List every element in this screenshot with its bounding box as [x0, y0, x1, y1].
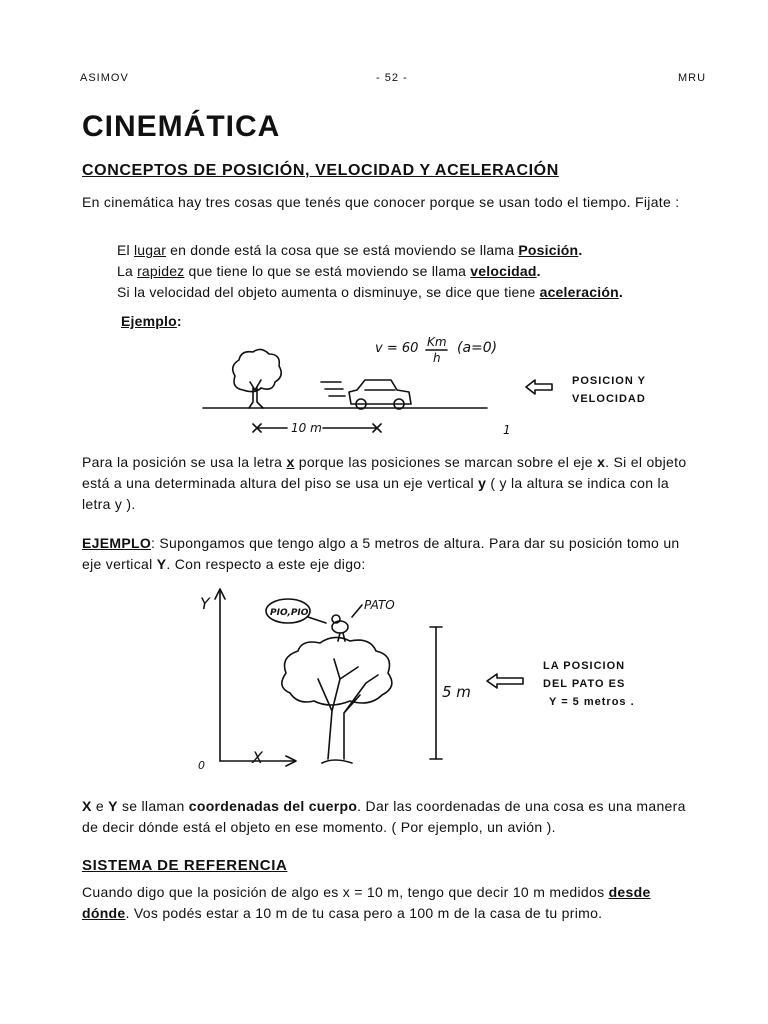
concept-velocity-line — [117, 261, 541, 282]
text: : — [176, 313, 182, 329]
text: . — [578, 242, 583, 258]
intro-paragraph: En cinemática hay tres cosas que tenés que conocer porque se usan todo el tiempo. Fijate : — [82, 194, 680, 210]
example-label-1 — [121, 311, 182, 332]
text: El — [117, 242, 134, 258]
left-arrow-icon — [524, 377, 554, 397]
letter-x: x — [286, 454, 295, 470]
example-paragraph — [82, 533, 692, 575]
axis-mark: 1 — [503, 423, 511, 437]
term-position: Posición — [518, 242, 579, 258]
concept-position-line — [117, 240, 582, 261]
axis-x-label: X — [252, 748, 263, 767]
text: . Dar las coordenadas de una cosa es una manera de decir dónde está el objeto en ese momento. ( Por ejemplo, un avión ). — [82, 798, 686, 835]
caption-line: DEL PATO ES — [543, 678, 626, 690]
letter-x: x — [597, 454, 606, 470]
text: porque las posiciones se marcan sobre el eje — [294, 454, 598, 470]
header-right: MRU — [678, 72, 707, 84]
letter-y: Y — [108, 798, 118, 814]
left-arrow-icon — [485, 671, 525, 691]
car-icon — [349, 380, 411, 409]
text: . Con respecto a este eje digo: — [166, 556, 366, 572]
height-label: 5 m — [442, 683, 471, 701]
section-title-concepts: CONCEPTOS DE POSICIÓN, VELOCIDAD Y ACELERACIÓN — [82, 162, 559, 179]
letter-y: y — [478, 475, 487, 491]
section-title-reference: SISTEMA DE REFERENCIA — [82, 857, 288, 874]
position-paragraph — [82, 452, 692, 515]
letter-x: X — [82, 798, 92, 814]
caption-line: VELOCIDAD — [572, 393, 646, 405]
bird-label: PATO — [364, 598, 395, 612]
page-title: CINEMÁTICA — [82, 110, 281, 143]
origin-label: 0 — [198, 759, 205, 772]
letter-y: Y — [156, 556, 167, 572]
unit-numerator: Km — [427, 335, 447, 349]
coordinates-paragraph — [82, 796, 692, 838]
text: La — [117, 263, 138, 279]
acceleration-value: (a=0) — [457, 340, 498, 356]
underlined-word: lugar — [133, 242, 167, 258]
text: Para la posición se usa la letra — [82, 454, 287, 470]
car-motion-sketch — [195, 330, 525, 440]
underlined-word: rapidez — [137, 263, 185, 279]
reference-paragraph — [82, 882, 692, 924]
velocity-value: v = 60 — [375, 341, 419, 356]
example-word: EJEMPLO — [82, 535, 152, 551]
text: : Supongamos que tengo algo a 5 metros de altura. Para dar su posición tomo un eje vertical — [82, 535, 680, 572]
axis-y-label: Y — [200, 594, 210, 613]
unit-denominator: h — [433, 351, 441, 365]
term-acceleration: aceleración — [539, 284, 619, 300]
text: que tiene lo que se está moviendo se llama — [184, 263, 471, 279]
figure2-caption — [543, 657, 635, 711]
caption-line: POSICION Y — [572, 375, 646, 387]
text: ( y la altura se indica con la letra y ). — [82, 475, 669, 512]
velocity-annotation — [375, 335, 497, 365]
header-left: ASIMOV — [80, 72, 129, 84]
text: . Si el objeto está a una determinada altura del piso se usa un eje vertical — [82, 454, 687, 491]
text: Si la velocidad del objeto aumenta o disminuye, se dice que tiene — [117, 284, 540, 300]
text: en donde está la cosa que se está moviendo se llama — [166, 242, 519, 258]
text: e — [91, 798, 109, 814]
distance-label: 10 m — [291, 421, 322, 435]
tree-trunk — [318, 659, 378, 759]
caption-line: Y = 5 metros . — [549, 696, 635, 708]
term-coordinates: coordenadas del cuerpo — [188, 798, 358, 814]
text: . Vos podés estar a 10 m de tu casa pero a 100 m de la casa de tu primo. — [125, 905, 603, 921]
tree-bird-sketch — [190, 583, 480, 778]
term-from-where: desde dónde — [82, 884, 651, 921]
text: . — [618, 284, 623, 300]
text: Cuando digo que la posición de algo es x = 10 m, tengo que decir 10 m medidos — [82, 884, 609, 900]
term-velocity: velocidad — [470, 263, 537, 279]
figure1-caption — [572, 372, 646, 408]
concept-acceleration-line — [117, 282, 623, 303]
speech-text: PIO,PIO — [270, 608, 309, 618]
caption-line: LA POSICION — [543, 660, 626, 672]
header-page-number: - 52 - — [376, 72, 408, 84]
text: se llaman — [117, 798, 189, 814]
text: . — [536, 263, 541, 279]
example-word: Ejemplo — [121, 313, 177, 329]
